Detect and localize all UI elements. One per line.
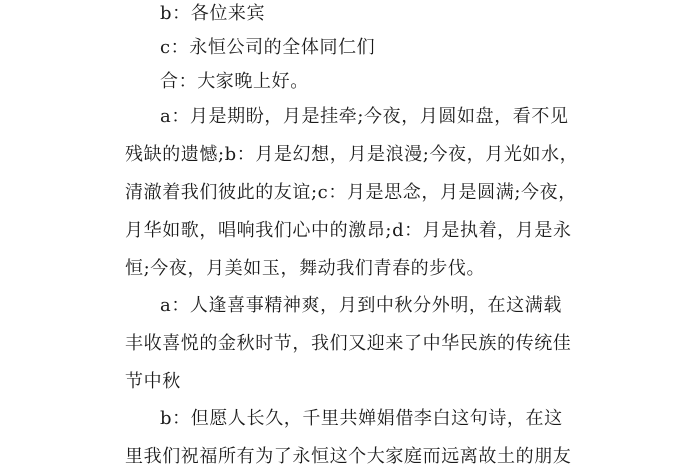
text-line: 恒;今夜，月美如玉，舞动我们青春的步伐。 bbox=[125, 258, 486, 279]
text-line: b：各位来宾 bbox=[160, 3, 266, 24]
text-line: 残缺的遗憾;b：月是幻想，月是浪漫;今夜，月光如水， bbox=[125, 144, 579, 165]
text-line: 节中秋 bbox=[125, 371, 181, 392]
text-line: 清澈着我们彼此的友谊;c：月是思念，月是圆满;今夜， bbox=[125, 182, 577, 203]
text-line: 月华如歌，唱响我们心中的激昂;d：月是执着，月是永 bbox=[125, 220, 572, 241]
text-line: 里我们祝福所有为了永恒这个大家庭而远离故土的朋友 bbox=[125, 446, 572, 467]
text-line: 丰收喜悦的金秋时节，我们又迎来了中华民族的传统佳 bbox=[125, 333, 572, 354]
text-line: b：但愿人长久，千里共婵娟借李白这句诗，在这 bbox=[160, 408, 563, 429]
text-line: 合：大家晚上好。 bbox=[160, 71, 309, 92]
text-line: a：人逢喜事精神爽，月到中秋分外明，在这满载 bbox=[160, 295, 562, 316]
text-line: a：月是期盼，月是挂牵;今夜，月圆如盘，看不见 bbox=[160, 106, 569, 127]
text-line: c：永恒公司的全体同仁们 bbox=[160, 37, 376, 58]
